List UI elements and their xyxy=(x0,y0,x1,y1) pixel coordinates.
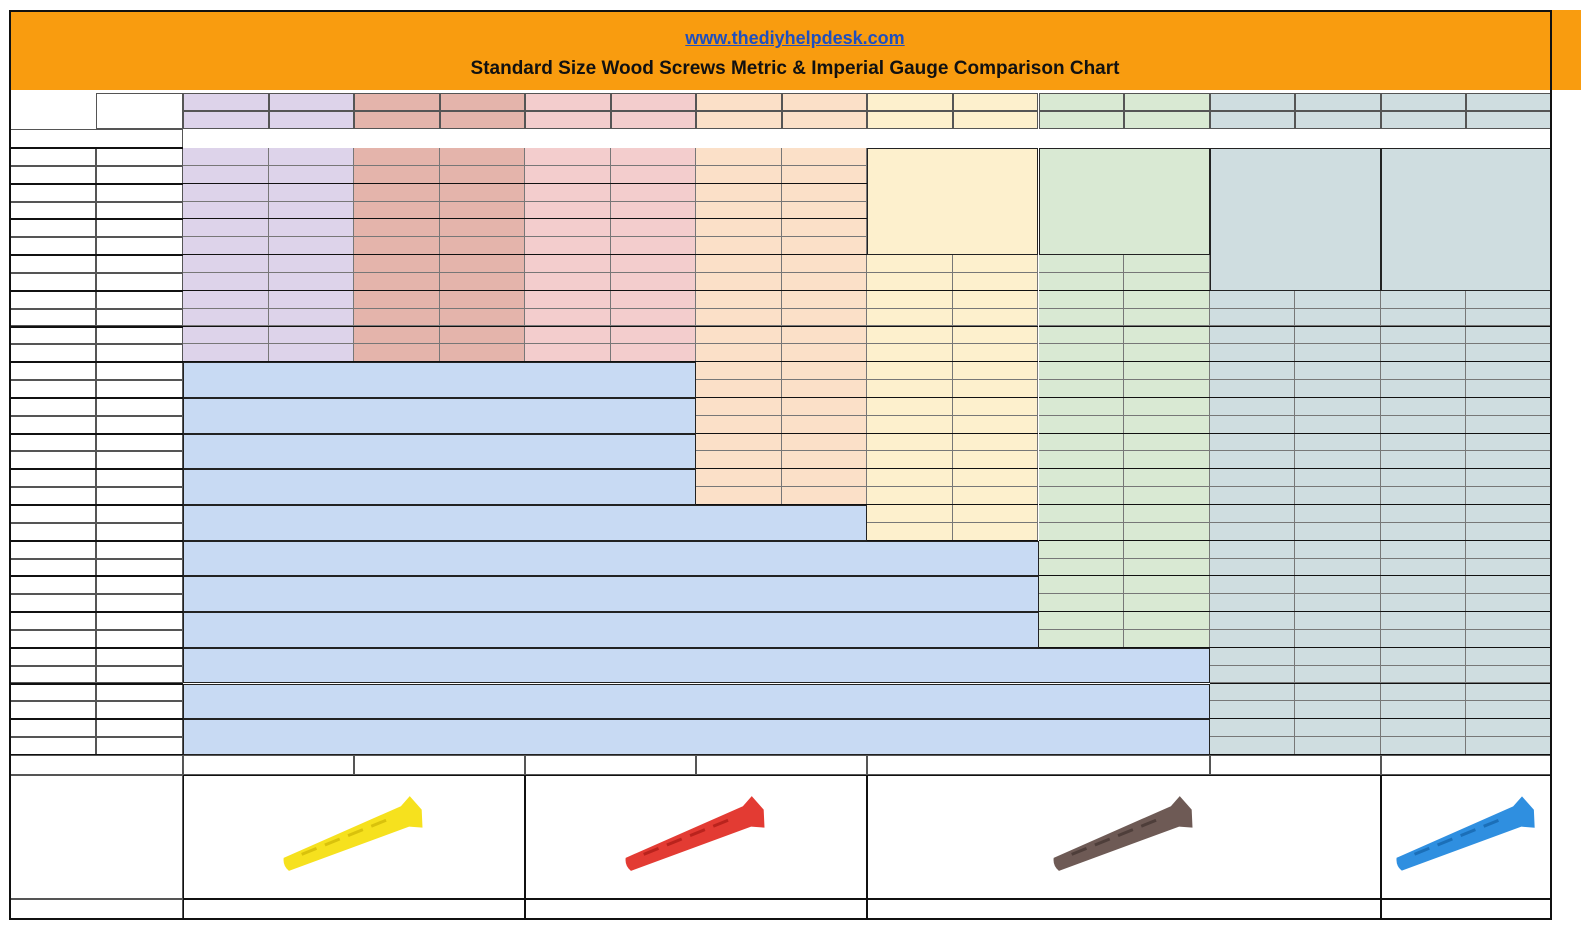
outer-frame xyxy=(9,10,1552,920)
chart-title: Standard Size Wood Screws Metric & Imperial Gauge Comparison Chart xyxy=(470,58,1120,79)
website-link[interactable]: www.thediyhelpdesk.com xyxy=(685,28,905,48)
